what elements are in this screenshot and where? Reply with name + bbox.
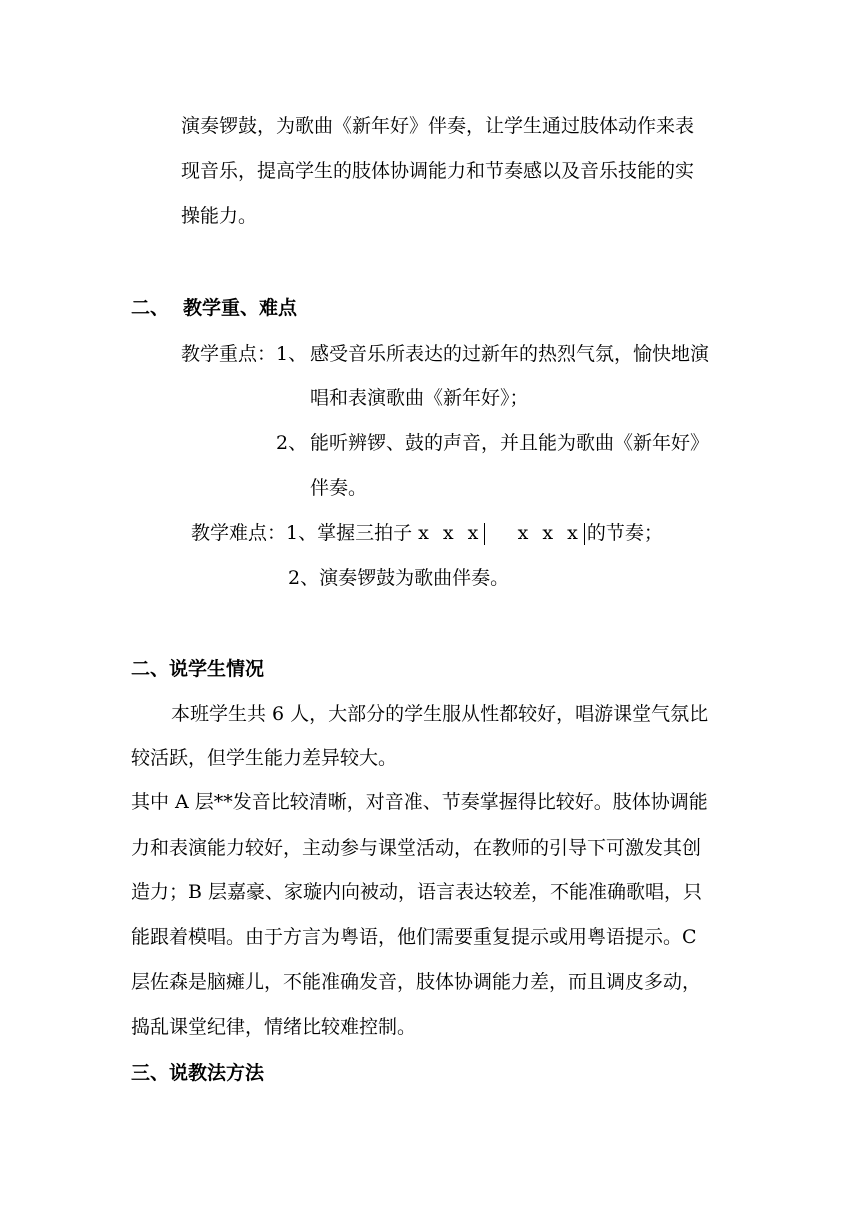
intro-line-1: 演奏锣鼓，为歌曲《新年好》伴奏，让学生通过肢体动作来表 [181,115,695,137]
section-number-key-points: 二、 [131,297,170,319]
students-line-4: 力和表演能力较好，主动参与课堂活动，在教师的引导下可激发其创 [131,837,702,859]
section-title-students: 二、说学生情况 [131,658,265,680]
bar-line-1 [484,523,485,545]
focus-label: 教学重点： [181,343,277,365]
focus-item-2-line-1: 能听辨锣、鼓的声音，并且能为歌曲《新年好》 [310,432,710,454]
section-title-methods: 三、说教法方法 [131,1062,265,1084]
bar-line-2 [584,523,585,545]
students-line-5: 造力；B 层嘉豪、家璇内向被动，语言表达较差，不能准确歌唱，只 [131,881,703,903]
students-line-2: 较活跃，但学生能力差异较大。 [131,747,398,769]
students-line-3: 其中 A 层**发音比较清晰，对音准、节奏掌握得比较好。肢体协调能 [131,791,708,813]
rhythm-group-2: x x x [517,522,582,544]
focus-item-1-line-2: 唱和表演歌曲《新年好》； [310,387,529,409]
students-line-6: 能跟着模唱。由于方言为粤语，他们需要重复提示或用粤语提示。C [131,926,697,948]
students-line-1: 本班学生共 6 人，大部分的学生服从性都较好，唱游课堂气氛比 [171,703,709,725]
focus-item-1-num: 1、 [276,343,308,365]
difficulty-item-1-suffix: 的节奏； [586,522,663,544]
difficulty-line-1 [191,521,663,545]
focus-item-1-line-1: 感受音乐所表达的过新年的热烈气氛，愉快地演 [310,343,710,365]
rhythm-group-1: x x x [418,522,483,544]
difficulty-item-2: 2、演奏锣鼓为歌曲伴奏。 [288,567,510,589]
intro-line-2: 现音乐，提高学生的肢体协调能力和节奏感以及音乐技能的实 [181,160,695,182]
focus-item-2-num: 2、 [276,432,308,454]
section-title-key-points: 教学重、难点 [183,297,298,319]
intro-line-3: 操能力。 [181,205,258,227]
students-line-8: 捣乱课堂纪律，情绪比较难控制。 [131,1016,417,1038]
difficulty-label: 教学难点： [191,522,287,544]
focus-item-2-line-2: 伴奏。 [310,477,368,499]
difficulty-item-1-prefix: 1、掌握三拍子 [286,522,413,544]
students-line-7: 层佐森是脑瘫儿，不能准确发音，肢体协调能力差，而且调皮多动， [131,971,702,993]
